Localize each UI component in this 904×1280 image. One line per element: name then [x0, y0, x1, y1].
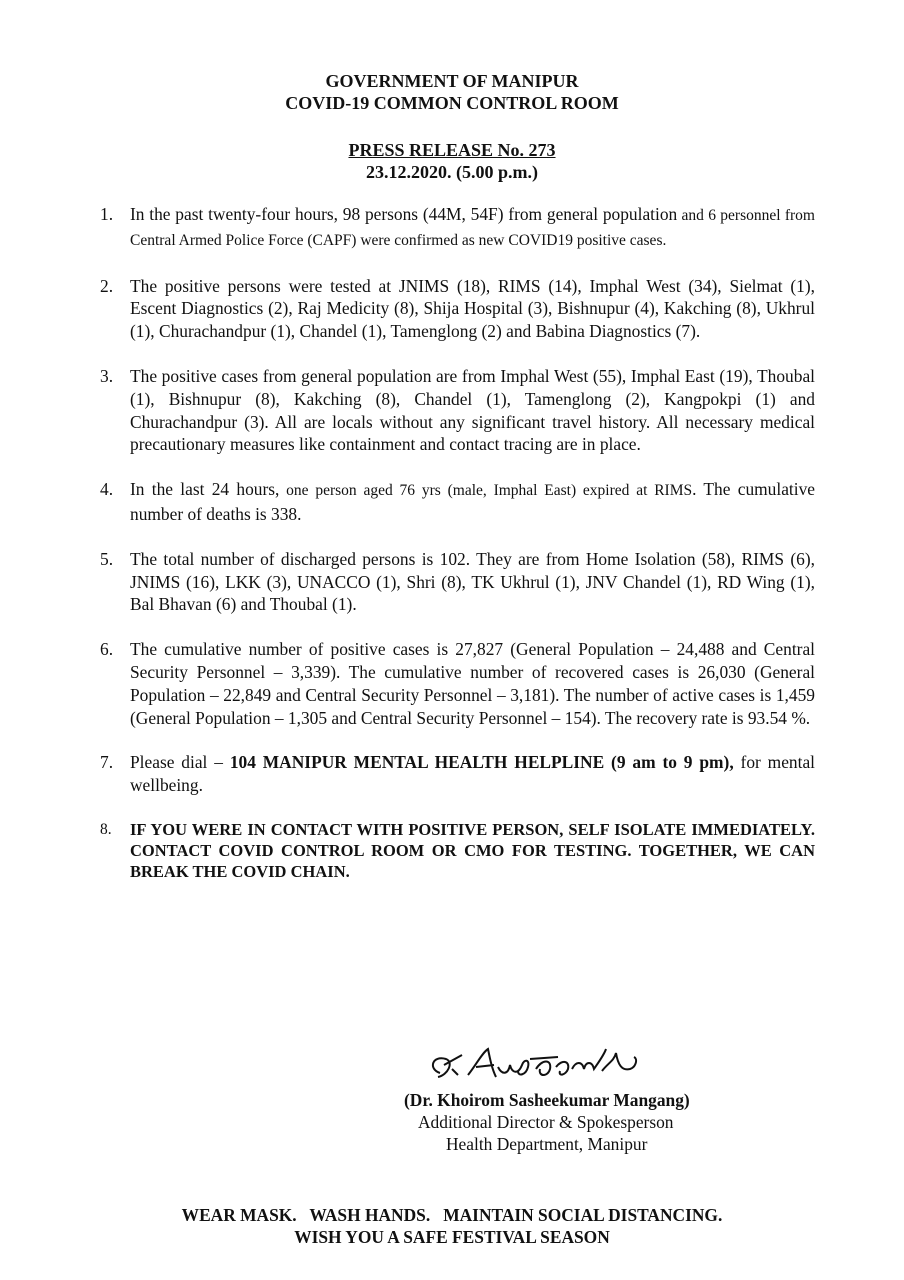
item-text: The cumulative number of positive cases is 27,827 (General Population – 24,488 and Central Security Personnel – 3,339). The cumulative number of recovered cases is 26,030 (General Population – 22,849 and Central Security Personnel – 3,181). The number of active cases is 1,459 (General Population – 1,305 and Central Security Personnel – 154). The recovery rate is 93.54 %. — [130, 639, 815, 728]
item-text — [130, 751, 815, 797]
item-text: The positive cases from general population are from Imphal West (55), Imphal East (19), Thoubal (1), Bishnupur (8), Kakching (8), Chandel (1), Tamenglong (2), Kangpokpi (1) and Churachandpur (3). All are locals without any significant travel history. All necessary medical precautionary measures like containment and contact tracing are in place. — [130, 365, 815, 455]
item-text-part: . The cumulative number of deaths is 338. — [130, 479, 815, 524]
signature-block — [380, 1089, 780, 1155]
item-number: 8. — [100, 820, 112, 838]
item-text-part: In the last 24 hours, — [130, 479, 280, 500]
item-number: 5. — [100, 548, 114, 569]
item-text — [130, 203, 815, 253]
release-heading — [0, 139, 904, 183]
footer-message — [0, 1204, 904, 1248]
item-text — [130, 478, 815, 526]
list-item — [100, 275, 815, 343]
signatory-title: Additional Director & Spokesperson — [418, 1112, 674, 1132]
list-item — [100, 203, 815, 253]
heading-line-1: GOVERNMENT OF MANIPUR — [325, 71, 579, 91]
heading-line-2: COVID-19 COMMON CONTROL ROOM — [285, 93, 619, 113]
release-date: 23.12.2020. (5.00 p.m.) — [366, 162, 538, 182]
item-text: IF YOU WERE IN CONTACT WITH POSITIVE PERSON, SELF ISOLATE IMMEDIATELY. CONTACT COVID CONTROL ROOM OR CMO FOR TESTING. TOGETHER, WE CAN BREAK THE COVID CHAIN. — [130, 819, 815, 881]
item-text-part: Please dial – — [130, 752, 230, 773]
list-item — [100, 548, 815, 616]
list-item — [100, 478, 815, 526]
signature-icon — [418, 1035, 678, 1095]
item-text: The total number of discharged persons is 102. They are from Home Isolation (58), RIMS (6), JNIMS (16), LKK (3), UNACCO (1), Shri (8), TK Ukhrul (1), JNV Chandel (1), RD Wing (1), Bal Bhavan (6) and Thoubal (1). — [130, 548, 815, 615]
item-text-part: for mental wellbeing. — [130, 752, 816, 796]
item-text-part: In the past twenty-four hours, 98 persons (44M, 54F) from general population — [130, 204, 678, 224]
signatory-department: Health Department, Manipur — [446, 1134, 648, 1154]
release-items — [100, 203, 815, 904]
item-number: 7. — [100, 752, 114, 773]
item-text-part: one person aged 76 yrs (male, Imphal East) expired at RIMS — [279, 482, 693, 500]
item-number: 3. — [100, 365, 114, 386]
list-item — [100, 365, 815, 456]
list-item — [100, 751, 815, 797]
item-number: 2. — [100, 275, 114, 296]
item-number: 1. — [100, 204, 114, 224]
helpline-text: 104 MANIPUR MENTAL HEALTH HELPLINE (9 am to 9 pm), — [229, 752, 734, 773]
item-number: 4. — [100, 479, 114, 500]
signatory-name: (Dr. Khoirom Sasheekumar Mangang) — [404, 1090, 690, 1110]
item-text-part: and 6 personnel from Central Armed Police Force (CAPF) were confirmed as new COVID19 positive cases. — [130, 207, 815, 249]
item-text: The positive persons were tested at JNIMS (18), RIMS (14), Imphal West (34), Sielmat (1), Escent Diagnostics (2), Raj Medicity (8), Shija Hospital (3), Bishnupur (4), Kakching (8), Ukhrul (1), Churachandpur (1), Chandel (1), Tamenglong (2) and Babina Diagnostics (7). — [130, 275, 815, 342]
list-item — [100, 819, 815, 882]
release-number: PRESS RELEASE No. 273 — [348, 140, 556, 160]
footer-line-1: WEAR MASK. WASH HANDS. MAINTAIN SOCIAL DISTANCING. — [181, 1205, 723, 1225]
item-number: 6. — [100, 639, 114, 660]
government-heading — [0, 70, 904, 114]
footer-line-2: WISH YOU A SAFE FESTIVAL SEASON — [294, 1227, 610, 1247]
list-item — [100, 638, 815, 729]
